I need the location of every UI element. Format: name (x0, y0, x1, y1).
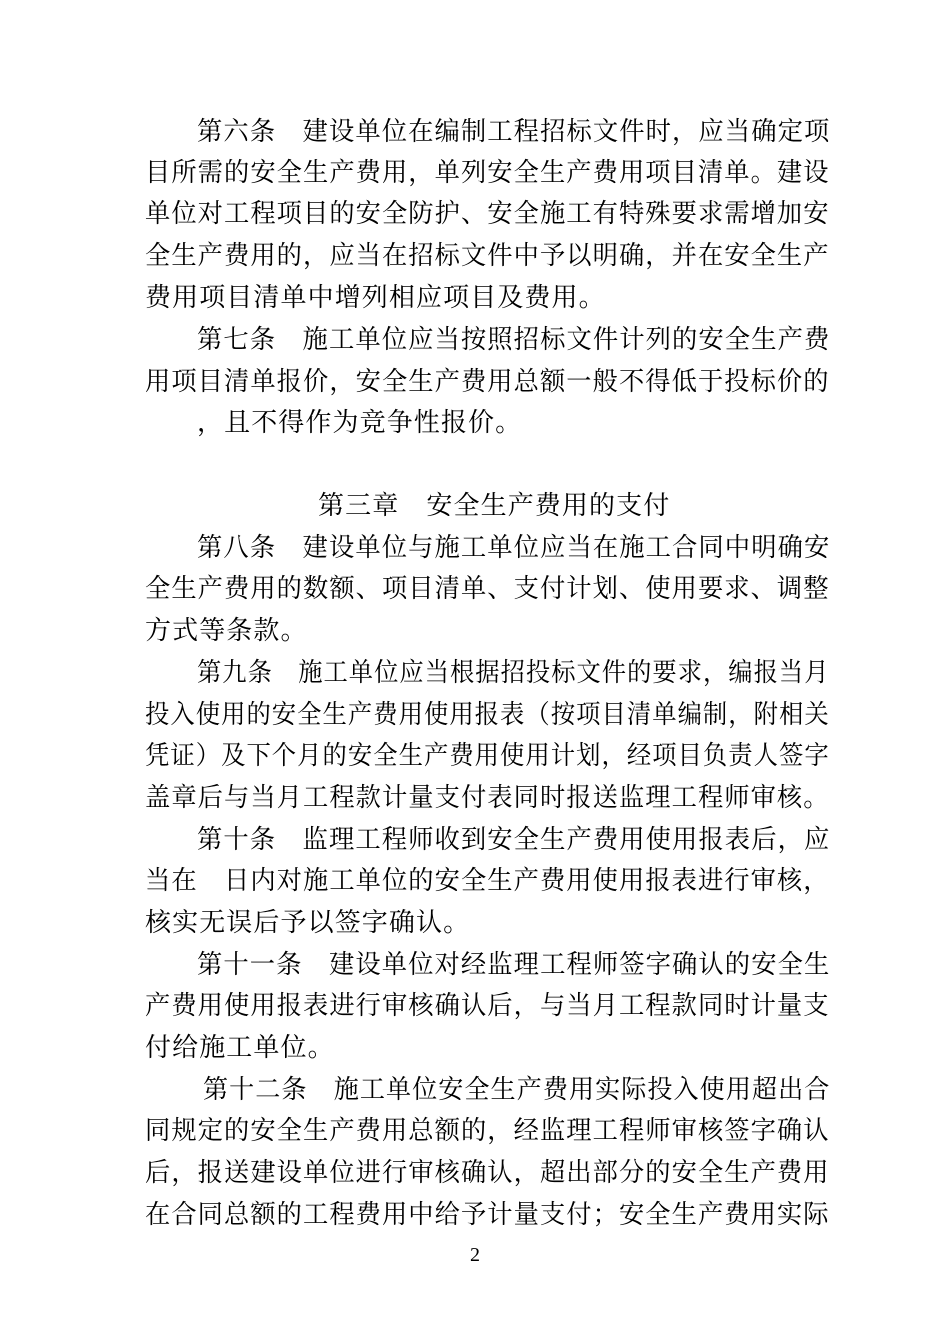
page-number: 2 (470, 1244, 480, 1266)
article-9-line-4: 盖章后与当月工程款计量支付表同时报送监理工程师审核。 (145, 783, 830, 813)
article-11-line-3: 付给施工单位。 (145, 1033, 335, 1063)
article-10-line-2: 当在 日内对施工单位的安全生产费用使用报表进行审核， (145, 866, 830, 896)
article-6-line-1: 第六条 建设单位在编制工程招标文件时，应当确定项 (197, 117, 831, 147)
article-12-line-4: 在合同总额的工程费用中给予计量支付；安全生产费用实际 (145, 1200, 830, 1230)
article-6-line-3: 单位对工程项目的安全防护、安全施工有特殊要求需增加安 (145, 199, 830, 229)
article-7-line-3: ，且不得作为竞争性报价。 (197, 408, 523, 438)
article-12-line-1: 第十二条 施工单位安全生产费用实际投入使用超出合 (203, 1075, 831, 1105)
article-8-line-2: 全生产费用的数额、项目清单、支付计划、使用要求、调整 (145, 574, 830, 604)
article-12-line-3: 后，报送建设单位进行审核确认，超出部分的安全生产费用 (145, 1158, 830, 1188)
article-10-line-3: 核实无误后予以签字确认。 (145, 908, 471, 938)
article-9-line-3: 凭证）及下个月的安全生产费用使用计划，经项目负责人签字 (145, 741, 830, 771)
article-6-line-4: 全生产费用的，应当在招标文件中予以明确，并在安全生产 (145, 241, 830, 271)
article-6-line-2: 目所需的安全生产费用，单列安全生产费用项目清单。建设 (145, 158, 830, 188)
article-12-line-2: 同规定的安全生产费用总额的，经监理工程师审核签字确认 (145, 1116, 830, 1146)
article-6-line-5: 费用项目清单中增列相应项目及费用。 (145, 283, 606, 313)
chapter-heading: 第三章 安全生产费用的支付 (318, 491, 671, 521)
article-8-line-3: 方式等条款。 (145, 616, 308, 646)
article-7-line-2: 用项目清单报价，安全生产费用总额一般不得低于投标价的 (145, 367, 830, 397)
article-8-line-1: 第八条 建设单位与施工单位应当在施工合同中明确安 (197, 533, 831, 563)
article-7-line-1: 第七条 施工单位应当按照招标文件计列的安全生产费 (197, 325, 831, 355)
article-10-line-1: 第十条 监理工程师收到安全生产费用使用报表后，应 (197, 825, 831, 855)
article-9-line-2: 投入使用的安全生产费用使用报表（按项目清单编制，附相关 (145, 700, 830, 730)
article-9-line-1: 第九条 施工单位应当根据招投标文件的要求，编报当月 (197, 658, 830, 688)
article-11-line-1: 第十一条 建设单位对经监理工程师签字确认的安全生 (197, 950, 831, 980)
article-11-line-2: 产费用使用报表进行审核确认后，与当月工程款同时计量支 (145, 991, 830, 1021)
